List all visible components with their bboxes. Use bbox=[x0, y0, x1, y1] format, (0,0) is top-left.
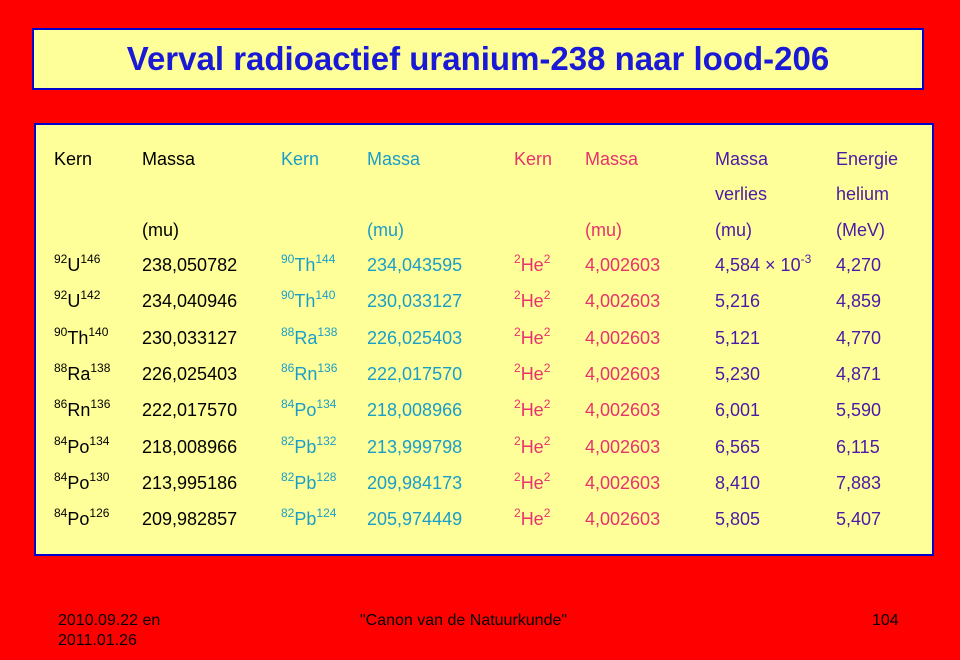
helium-nucleus bbox=[514, 254, 550, 276]
atomic-number: 82 bbox=[281, 470, 295, 484]
header-helium-nucleus: Kern bbox=[514, 149, 553, 169]
header-daughter-nucleus: Kern bbox=[281, 149, 320, 169]
parent-nucleus bbox=[54, 399, 110, 421]
neutron-number: 134 bbox=[316, 397, 337, 411]
header-helium-energy: (MeV) bbox=[836, 220, 885, 240]
element-symbol: He bbox=[520, 509, 544, 529]
header-mass-loss: (mu) bbox=[715, 220, 752, 240]
parent-mass: 209,982857 bbox=[142, 509, 238, 529]
atomic-number: 90 bbox=[281, 288, 295, 302]
neutron-number: 2 bbox=[543, 470, 551, 484]
parent-mass: 222,017570 bbox=[142, 400, 238, 420]
mass-loss bbox=[715, 254, 811, 276]
atomic-number: 2 bbox=[514, 361, 521, 375]
daughter-nucleus bbox=[281, 436, 336, 458]
parent-nucleus bbox=[54, 327, 108, 349]
atomic-number: 82 bbox=[281, 434, 295, 448]
neutron-number: 138 bbox=[90, 361, 111, 375]
element-symbol: He bbox=[520, 255, 544, 275]
daughter-mass: 230,033127 bbox=[367, 291, 463, 311]
atomic-number: 92 bbox=[54, 288, 68, 302]
helium-energy: 4,270 bbox=[836, 255, 882, 275]
element-symbol: Pb bbox=[294, 437, 317, 457]
parent-mass: 238,050782 bbox=[142, 255, 238, 275]
element-symbol: Ra bbox=[294, 328, 318, 348]
helium-energy: 6,115 bbox=[836, 437, 880, 457]
helium-nucleus bbox=[514, 399, 550, 421]
element-symbol: He bbox=[520, 364, 544, 384]
parent-nucleus bbox=[54, 472, 109, 494]
element-symbol: Po bbox=[294, 400, 317, 420]
element-symbol: Po bbox=[67, 509, 90, 529]
mass-loss bbox=[715, 472, 760, 494]
element-symbol: Th bbox=[294, 255, 316, 275]
helium-mass: 4,002603 bbox=[585, 291, 661, 311]
parent-nucleus bbox=[54, 436, 109, 458]
mass-loss bbox=[715, 363, 760, 385]
atomic-number: 2 bbox=[514, 434, 521, 448]
element-symbol: Rn bbox=[67, 400, 91, 420]
parent-mass: 234,040946 bbox=[142, 291, 238, 311]
element-symbol: Po bbox=[67, 437, 90, 457]
atomic-number: 2 bbox=[514, 288, 521, 302]
neutron-number: 2 bbox=[543, 434, 551, 448]
header-helium-mass: (mu) bbox=[585, 220, 622, 240]
neutron-number: 140 bbox=[315, 288, 336, 302]
daughter-nucleus bbox=[281, 363, 337, 385]
header-daughter-mass: (mu) bbox=[367, 220, 404, 240]
helium-energy: 5,407 bbox=[836, 509, 882, 529]
helium-energy: 4,859 bbox=[836, 291, 882, 311]
slide-title: Verval radioactief uranium-238 naar lood-206 bbox=[126, 40, 830, 77]
mass-loss-value: 5,230 bbox=[715, 364, 761, 384]
helium-mass: 4,002603 bbox=[585, 509, 661, 529]
mass-loss-value: 5,121 bbox=[715, 328, 761, 348]
daughter-mass: 209,984173 bbox=[367, 473, 463, 493]
neutron-number: 128 bbox=[316, 470, 337, 484]
helium-energy: 7,883 bbox=[836, 473, 882, 493]
element-symbol: Th bbox=[67, 328, 89, 348]
element-symbol: U bbox=[67, 255, 81, 275]
header-parent-nucleus: Kern bbox=[54, 149, 93, 169]
daughter-nucleus bbox=[281, 327, 337, 349]
neutron-number: 142 bbox=[80, 288, 101, 302]
element-symbol: Ra bbox=[67, 364, 91, 384]
atomic-number: 2 bbox=[514, 506, 521, 520]
neutron-number: 132 bbox=[316, 434, 337, 448]
element-symbol: Rn bbox=[294, 364, 318, 384]
parent-nucleus bbox=[54, 363, 110, 385]
daughter-mass: 218,008966 bbox=[367, 400, 463, 420]
helium-energy: 4,770 bbox=[836, 328, 882, 348]
neutron-number: 136 bbox=[90, 397, 111, 411]
element-symbol: Po bbox=[67, 473, 90, 493]
element-symbol: He bbox=[520, 437, 544, 457]
mass-loss-value: 5,216 bbox=[715, 291, 761, 311]
mass-loss-value: 5,805 bbox=[715, 509, 761, 529]
element-symbol: Th bbox=[294, 291, 316, 311]
parent-mass: 213,995186 bbox=[142, 473, 238, 493]
atomic-number: 86 bbox=[54, 397, 68, 411]
header-daughter-mass: Massa bbox=[367, 149, 421, 169]
helium-energy: 4,871 bbox=[836, 364, 882, 384]
helium-nucleus bbox=[514, 290, 550, 312]
atomic-number: 2 bbox=[514, 325, 521, 339]
header-mass-loss: verlies bbox=[715, 184, 768, 204]
helium-mass: 4,002603 bbox=[585, 400, 661, 420]
atomic-number: 90 bbox=[281, 252, 295, 266]
mass-loss-value: 6,565 bbox=[715, 437, 761, 457]
element-symbol: He bbox=[520, 400, 544, 420]
helium-energy: 5,590 bbox=[836, 400, 882, 420]
neutron-number: 134 bbox=[89, 434, 110, 448]
neutron-number: 126 bbox=[89, 506, 110, 520]
header-parent-mass: Massa bbox=[142, 149, 196, 169]
neutron-number: 2 bbox=[543, 325, 551, 339]
mass-loss bbox=[715, 290, 760, 312]
footer-date: 2010.09.22 en 2011.01.26 bbox=[58, 612, 161, 649]
helium-mass: 4,002603 bbox=[585, 473, 661, 493]
helium-mass: 4,002603 bbox=[585, 437, 661, 457]
atomic-number: 2 bbox=[514, 252, 521, 266]
helium-mass: 4,002603 bbox=[585, 328, 661, 348]
neutron-number: 144 bbox=[315, 252, 336, 266]
parent-nucleus bbox=[54, 290, 100, 312]
neutron-number: 2 bbox=[543, 252, 551, 266]
daughter-nucleus bbox=[281, 472, 336, 494]
neutron-number: 146 bbox=[80, 252, 101, 266]
helium-mass: 4,002603 bbox=[585, 364, 661, 384]
title-box bbox=[32, 28, 924, 90]
daughter-mass: 222,017570 bbox=[367, 364, 463, 384]
atomic-number: 92 bbox=[54, 252, 68, 266]
helium-nucleus bbox=[514, 327, 550, 349]
helium-mass: 4,002603 bbox=[585, 255, 661, 275]
atomic-number: 82 bbox=[281, 506, 295, 520]
mass-loss bbox=[715, 508, 760, 530]
atomic-number: 86 bbox=[281, 361, 295, 375]
atomic-number: 2 bbox=[514, 470, 521, 484]
daughter-mass: 205,974449 bbox=[367, 509, 463, 529]
neutron-number: 2 bbox=[543, 397, 551, 411]
parent-mass: 230,033127 bbox=[142, 328, 238, 348]
header-parent-mass: (mu) bbox=[142, 220, 179, 240]
atomic-number: 84 bbox=[281, 397, 295, 411]
mass-loss-value: 6,001 bbox=[715, 400, 761, 420]
daughter-mass: 234,043595 bbox=[367, 255, 463, 275]
parent-nucleus bbox=[54, 254, 100, 276]
header-helium-energy: Energie bbox=[836, 149, 899, 169]
atomic-number: 88 bbox=[281, 325, 295, 339]
atomic-number: 84 bbox=[54, 470, 68, 484]
parent-mass: 218,008966 bbox=[142, 437, 238, 457]
element-symbol: Pb bbox=[294, 509, 317, 529]
helium-nucleus bbox=[514, 472, 550, 494]
mass-loss-value: 8,410 bbox=[715, 473, 761, 493]
header-mass-loss: Massa bbox=[715, 149, 769, 169]
neutron-number: 138 bbox=[317, 325, 338, 339]
element-symbol: He bbox=[520, 328, 544, 348]
mass-loss-exponent: -3 bbox=[800, 252, 812, 266]
parent-mass: 226,025403 bbox=[142, 364, 238, 384]
neutron-number: 124 bbox=[316, 506, 337, 520]
helium-nucleus bbox=[514, 508, 550, 530]
mass-loss-value: 4,584 × 10 bbox=[715, 255, 801, 275]
header-helium-energy: helium bbox=[836, 184, 890, 204]
daughter-nucleus bbox=[281, 254, 335, 276]
footer-page-number: 104 bbox=[872, 612, 899, 629]
element-symbol: He bbox=[520, 473, 544, 493]
parent-nucleus bbox=[54, 508, 109, 530]
element-symbol: U bbox=[67, 291, 81, 311]
neutron-number: 2 bbox=[543, 288, 551, 302]
decay-table bbox=[34, 123, 934, 556]
atomic-number: 88 bbox=[54, 361, 68, 375]
mass-loss bbox=[715, 399, 760, 421]
daughter-nucleus bbox=[281, 508, 336, 530]
helium-nucleus bbox=[514, 436, 550, 458]
atomic-number: 90 bbox=[54, 325, 68, 339]
footer-center: "Canon van de Natuurkunde" bbox=[360, 612, 568, 629]
neutron-number: 140 bbox=[88, 325, 109, 339]
atomic-number: 84 bbox=[54, 506, 68, 520]
mass-loss bbox=[715, 436, 760, 458]
atomic-number: 2 bbox=[514, 397, 521, 411]
daughter-nucleus bbox=[281, 399, 336, 421]
helium-nucleus bbox=[514, 363, 550, 385]
neutron-number: 130 bbox=[89, 470, 110, 484]
neutron-number: 2 bbox=[543, 506, 551, 520]
neutron-number: 136 bbox=[317, 361, 338, 375]
header-helium-mass: Massa bbox=[585, 149, 639, 169]
mass-loss bbox=[715, 327, 760, 349]
daughter-nucleus bbox=[281, 290, 335, 312]
neutron-number: 2 bbox=[543, 361, 551, 375]
atomic-number: 84 bbox=[54, 434, 68, 448]
element-symbol: Pb bbox=[294, 473, 317, 493]
daughter-mass: 226,025403 bbox=[367, 328, 463, 348]
daughter-mass: 213,999798 bbox=[367, 437, 463, 457]
element-symbol: He bbox=[520, 291, 544, 311]
